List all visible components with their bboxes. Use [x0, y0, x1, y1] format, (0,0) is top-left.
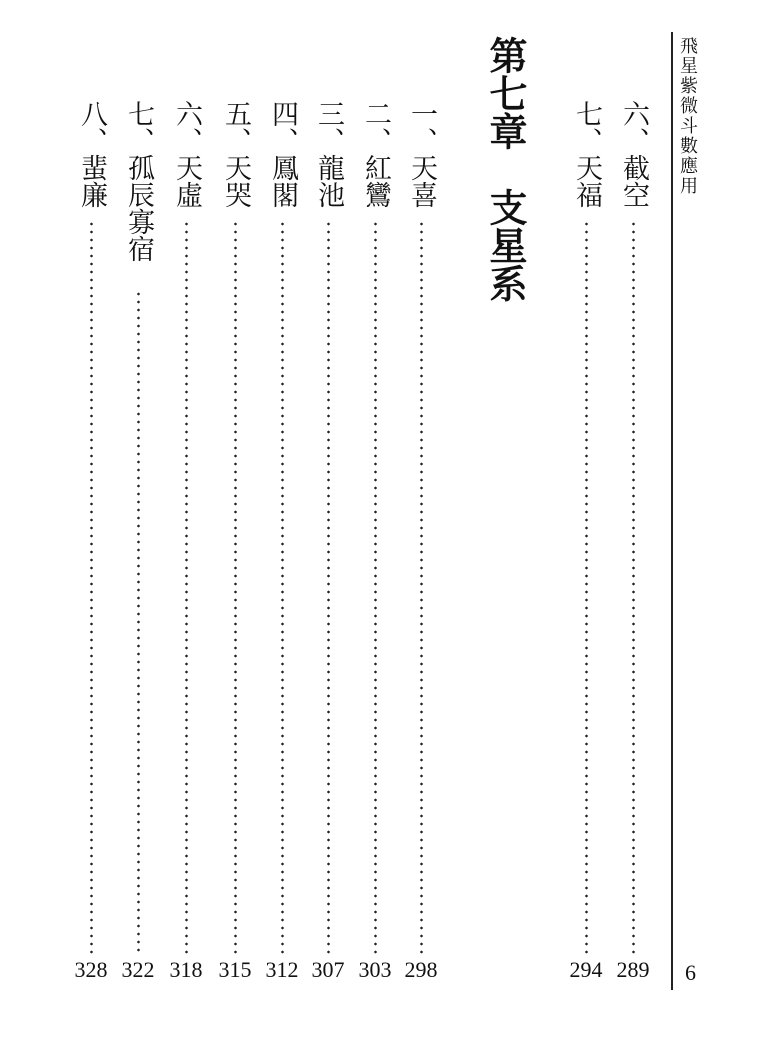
- toc-entry-6: [168, 100, 204, 990]
- toc-entry-label: 七、孤辰寡宿: [123, 100, 154, 262]
- toc-leader-dots: [185, 220, 188, 955]
- toc-entry-page: 315: [218, 957, 252, 982]
- chapter-title: 第七章 支星系: [483, 36, 528, 302]
- toc-entry-8: [73, 100, 109, 990]
- toc-entry-page: 289: [616, 957, 650, 982]
- toc-entry-page: 318: [169, 957, 203, 982]
- toc-entry-page: 328: [74, 957, 108, 982]
- toc-entry-page: 298: [404, 957, 438, 982]
- toc-leader-dots: [234, 220, 237, 955]
- toc-entry-4: [264, 100, 300, 990]
- toc-leader-dots: [585, 220, 588, 955]
- toc-entry-label: 八、蜚廉: [76, 100, 107, 208]
- toc-entry-label: 七、天福: [571, 100, 602, 208]
- page-number: 6: [685, 960, 696, 985]
- toc-leader-dots: [420, 220, 423, 955]
- toc-entry-label: 二、紅鸞: [360, 100, 391, 208]
- toc-leader-dots: [90, 220, 93, 955]
- toc-entry-label: 三、龍池: [313, 100, 344, 208]
- toc-leader-dots: [632, 220, 635, 955]
- toc-entry-label: 五、天哭: [220, 100, 251, 208]
- toc-entry-1: [403, 100, 439, 990]
- toc-entry-label: 四、鳳閣: [267, 100, 298, 208]
- toc-entry-page: 312: [265, 957, 299, 982]
- toc-entry-page: 294: [569, 957, 603, 982]
- toc-entry-prev-1: [615, 100, 651, 990]
- toc-leader-dots: [281, 220, 284, 955]
- toc-leader-dots: [374, 220, 377, 955]
- toc-entry-label: 一、天喜: [406, 100, 437, 208]
- toc-entry-page: 303: [358, 957, 392, 982]
- toc-entry-label: 六、天虛: [171, 100, 202, 208]
- toc-entry-prev-2: [568, 100, 604, 990]
- toc-entry-5: [217, 100, 253, 990]
- running-title: 飛星紫微斗數應用: [677, 36, 698, 196]
- toc-entry-7: [120, 100, 156, 990]
- toc-leader-dots: [327, 220, 330, 955]
- toc-entry-3: [310, 100, 346, 990]
- toc-entry-2: [357, 100, 393, 990]
- toc-entry-label: 六、截空: [618, 100, 649, 208]
- toc-entry-page: 307: [311, 957, 345, 982]
- toc-entry-page: 322: [121, 957, 155, 982]
- toc-leader-dots: [137, 290, 140, 955]
